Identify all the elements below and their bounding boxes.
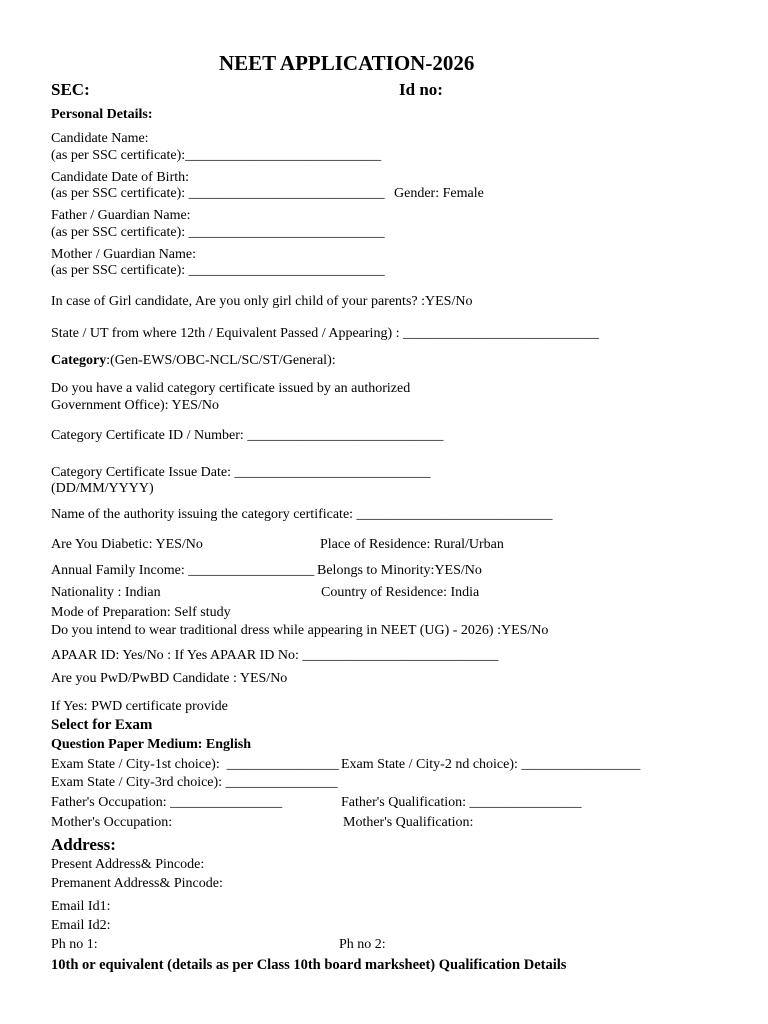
- mother-name-field[interactable]: (as per SSC certificate): ____________________________: [51, 263, 385, 278]
- exam-city-1-field[interactable]: Exam State / City-1st choice): ________________: [51, 757, 339, 772]
- mother-occupation-field[interactable]: Mother's Occupation:: [51, 815, 173, 830]
- sec-label: SEC:: [51, 80, 90, 99]
- pwd-certificate-note: If Yes: PWD certificate provide: [51, 699, 228, 714]
- father-name-label: Father / Guardian Name:: [51, 208, 191, 223]
- phone-1-field[interactable]: Ph no 1:: [51, 937, 98, 952]
- issue-date-format: (DD/MM/YYYY): [51, 481, 154, 496]
- mode-of-preparation: Mode of Preparation: Self study: [51, 605, 231, 620]
- dob-label: Candidate Date of Birth:: [51, 170, 190, 185]
- father-name-field[interactable]: (as per SSC certificate): ____________________________: [51, 225, 385, 240]
- present-address-field[interactable]: Present Address& Pincode:: [51, 857, 205, 872]
- diabetic-question: Are You Diabetic: YES/No: [51, 537, 203, 552]
- category-field: [51, 353, 336, 369]
- issue-date-field[interactable]: Category Certificate Issue Date: ____________________________: [51, 465, 431, 480]
- category-label: Category: [51, 353, 107, 368]
- candidate-name-label: Candidate Name:: [51, 131, 149, 146]
- address-heading: Address:: [51, 835, 116, 854]
- qualification-heading: 10th or equivalent (details as per Class 10th board marksheet) Qualification Details: [51, 957, 567, 973]
- mother-qualification-field[interactable]: Mother's Qualification:: [343, 815, 474, 830]
- id-label: Id no:: [399, 80, 443, 99]
- email-2-field[interactable]: Email Id2:: [51, 918, 111, 933]
- traditional-dress-question: Do you intend to wear traditional dress while appearing in NEET (UG) - 2026) :YES/No: [51, 623, 549, 638]
- permanent-address-field[interactable]: Premanent Address& Pincode:: [51, 876, 223, 891]
- select-exam-heading: Select for Exam: [51, 717, 153, 733]
- authority-field[interactable]: Name of the authority issuing the category certificate: ____________________________: [51, 507, 553, 522]
- category-options: :(Gen-EWS/OBC-NCL/SC/ST/General):: [106, 353, 336, 368]
- father-occupation-field[interactable]: Father's Occupation: ________________: [51, 795, 283, 810]
- state-ut-field[interactable]: State / UT from where 12th / Equivalent Passed / Appearing) : ____________________________: [51, 326, 600, 341]
- valid-cert-question: Do you have a valid category certificate issued by an authorized: [51, 381, 411, 396]
- exam-city-2-field[interactable]: Exam State / City-2 nd choice): _________________: [341, 757, 641, 772]
- girl-child-question: In case of Girl candidate, Are you only girl child of your parents? :YES/No: [51, 294, 473, 309]
- nationality-value: Nationality : Indian: [51, 585, 161, 600]
- question-paper-medium: Question Paper Medium: English: [51, 737, 252, 752]
- exam-city-3-field[interactable]: Exam State / City-3rd choice): ________________: [51, 775, 338, 790]
- income-field[interactable]: Annual Family Income: __________________: [51, 563, 315, 578]
- personal-details-heading: Personal Details:: [51, 107, 153, 122]
- residence-question: Place of Residence: Rural/Urban: [320, 537, 504, 552]
- dob-field[interactable]: (as per SSC certificate): ____________________________: [51, 186, 385, 201]
- pwd-question: Are you PwD/PwBD Candidate : YES/No: [51, 671, 288, 686]
- cert-id-field[interactable]: Category Certificate ID / Number: ____________________________: [51, 428, 444, 443]
- apaar-field[interactable]: APAAR ID: Yes/No : If Yes APAAR ID No: ____________________________: [51, 648, 499, 663]
- candidate-name-field[interactable]: (as per SSC certificate):____________________________: [51, 148, 382, 163]
- country-value: Country of Residence: India: [321, 585, 480, 600]
- father-qualification-field[interactable]: Father's Qualification: ________________: [341, 795, 582, 810]
- mother-name-label: Mother / Guardian Name:: [51, 247, 197, 262]
- phone-2-field[interactable]: Ph no 2:: [339, 937, 386, 952]
- gender-value: Gender: Female: [394, 186, 484, 201]
- email-1-field[interactable]: Email Id1:: [51, 899, 111, 914]
- valid-cert-answer: Government Office): YES/No: [51, 398, 219, 413]
- minority-question: Belongs to Minority:YES/No: [317, 563, 482, 578]
- page-title: NEET APPLICATION-2026: [219, 51, 475, 75]
